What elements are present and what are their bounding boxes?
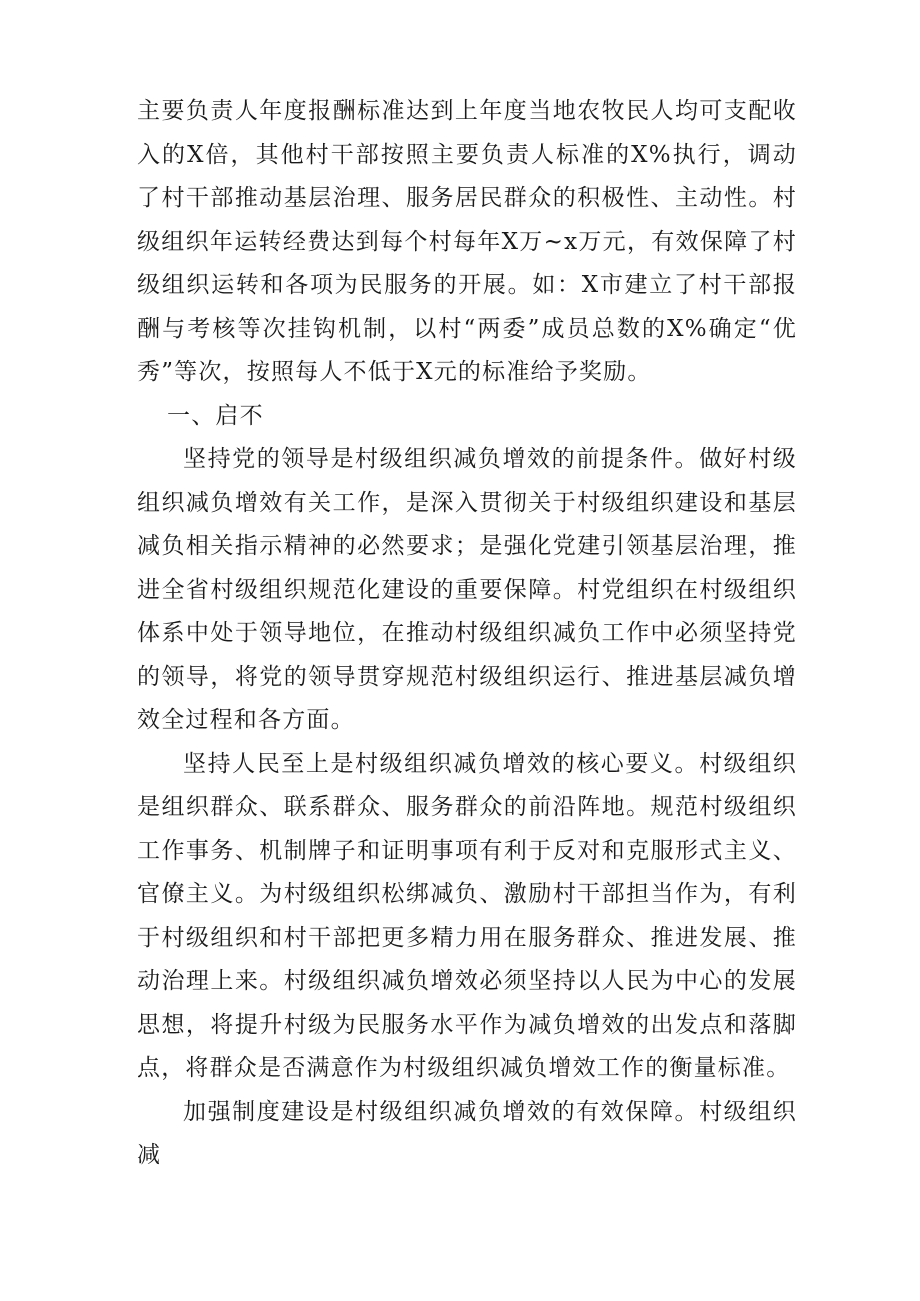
paragraph-system-building: 加强制度建设是村级组织减负增效的有效保障。村级组织减 [137,1098,797,1168]
document-body [137,90,797,1178]
paragraph-people-first: 坚持人民至上是村级组织减负增效的核心要义。村级组织是组织群众、联系群众、服务群众的前沿阵地。规范村级组织工作事务、机制牌子和证明事项有利于反对和克服形式主义、官僚主义。为村级组织松绑减负、激励村干部担当作为，有利于村级组织和村干部把更多精力用在服务群众、推进发展、推动治理上来。村级组织减负增效必须坚持以人民为中心的发展思想，将提升村级为民服务水平作为减负增效的出发点和落脚点，将群众是否满意作为村级组织减负增效工作的衡量标准。 [137,750,797,1081]
paragraph-party-leadership: 坚持党的领导是村级组织减负增效的前提条件。做好村级组织减负增效有关工作，是深入贯彻关于村级组织建设和基层减负相关指示精神的必然要求；是强化党建引领基层治理，推进全省村级组织规范化建设的重要保障。村党组织在村级组织体系中处于领导地位，在推动村级组织减负工作中必须坚持党的领导，将党的领导贯穿规范村级组织运行、推进基层减负增效全过程和各方面。 [137,446,797,733]
section-heading: 一、启不 [167,402,264,429]
paragraph-continuation: 主要负责人年度报酬标准达到上年度当地农牧民人均可支配收入的X倍，其他村干部按照主要负责人标准的X%执行，调动了村干部推动基层治理、服务居民群众的积极性、主动性。村级组织年运转经费达到每个村每年X万~x万元，有效保障了村级组织运转和各项为民服务的开展。如：X市建立了村干部报酬与考核等次挂钩机制，以村“两委”成员总数的X%确定“优秀”等次，按照每人不低于X元的标准给予奖励。 [137,98,797,385]
